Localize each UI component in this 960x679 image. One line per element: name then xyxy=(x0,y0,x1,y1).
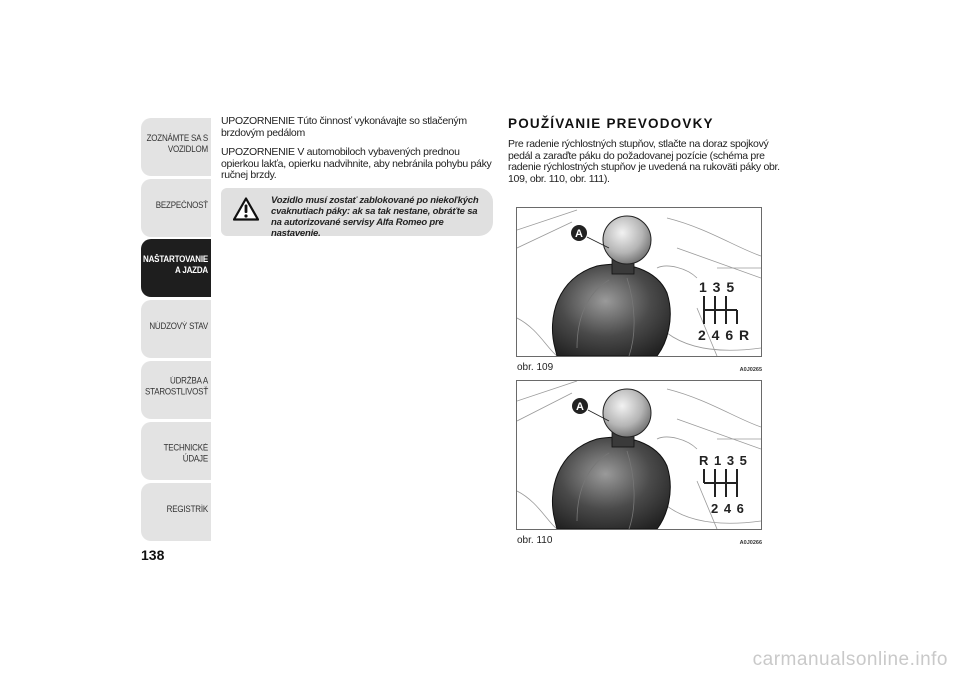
tab-registrik[interactable]: REGISTRÍK xyxy=(141,483,211,541)
warning-triangle-icon xyxy=(233,197,259,221)
note-paragraph-1: UPOZORNENIE Túto činnosť vykonávajte so stlačeným brzdovým pedálom xyxy=(221,115,467,139)
tab-udrzba[interactable]: ÚDRŽBA A STAROSTLIVOSŤ xyxy=(141,361,211,419)
tab-technicke-udaje[interactable]: TECHNICKÉ ÚDAJE xyxy=(141,422,211,480)
gear-lever-illustration xyxy=(517,208,761,356)
svg-text:A: A xyxy=(576,401,584,413)
footer-watermark: carmanualsonline.info xyxy=(752,649,948,670)
warning-box xyxy=(221,188,493,239)
left-column xyxy=(221,116,493,190)
tab-zoznamte-sa[interactable]: ZOZNÁMTE SA S VOZIDLOM xyxy=(141,118,211,176)
svg-text:1 3 5: 1 3 5 xyxy=(699,279,736,295)
figure-code-110: A0J0266 xyxy=(739,540,762,546)
figure-caption-109: obr. 109 xyxy=(517,362,554,373)
figure-code-109: A0J0265 xyxy=(739,367,762,373)
svg-text:2 4 6 R: 2 4 6 R xyxy=(698,327,751,343)
gear-lever-illustration xyxy=(517,381,761,529)
shift-pattern-icon xyxy=(704,296,737,324)
warning-text: Vozidlo musí zostať zablokované po niekoľkých cvaknutiach páky: ak sa tak nestane, obráťte sa na autorizované servisy Alfa Romeo pre nastavenie. xyxy=(271,195,479,239)
svg-text:R 1 3 5: R 1 3 5 xyxy=(699,453,748,468)
tab-nudzovy-stav[interactable]: NÚDZOVÝ STAV xyxy=(141,300,211,358)
svg-text:A: A xyxy=(575,228,583,240)
svg-text:2 4 6: 2 4 6 xyxy=(711,501,745,516)
shift-pattern-icon xyxy=(704,469,737,497)
tab-bezpecnost[interactable]: BEZPEČNOSŤ xyxy=(141,179,211,237)
figure-gear-lever-109 xyxy=(516,207,762,357)
intro-paragraph: Pre radenie rýchlostných stupňov, stlačte na doraz spojkový pedál a zaraďte páku do požadovanej pozície (schéma pre radenie rýchlostných stupňov je uvedená na rukoväti páky obr. 109, obr. 110, obr. 111). xyxy=(508,138,780,185)
note-paragraph-2: UPOZORNENIE V automobiloch vybavených prednou opierkou lakťa, opierku nadvihnite, aby nebránila pohybu páky ručnej brzdy. xyxy=(221,146,492,181)
section-title: POUŽÍVANIE PREVODOVKY xyxy=(508,116,714,131)
tab-nastartovanie[interactable]: NAŠTARTOVANIE A JAZDA xyxy=(141,239,211,297)
figure-caption-110: obr. 110 xyxy=(517,535,553,546)
page-number: 138 xyxy=(141,547,165,563)
figure-gear-lever-110 xyxy=(516,380,762,530)
